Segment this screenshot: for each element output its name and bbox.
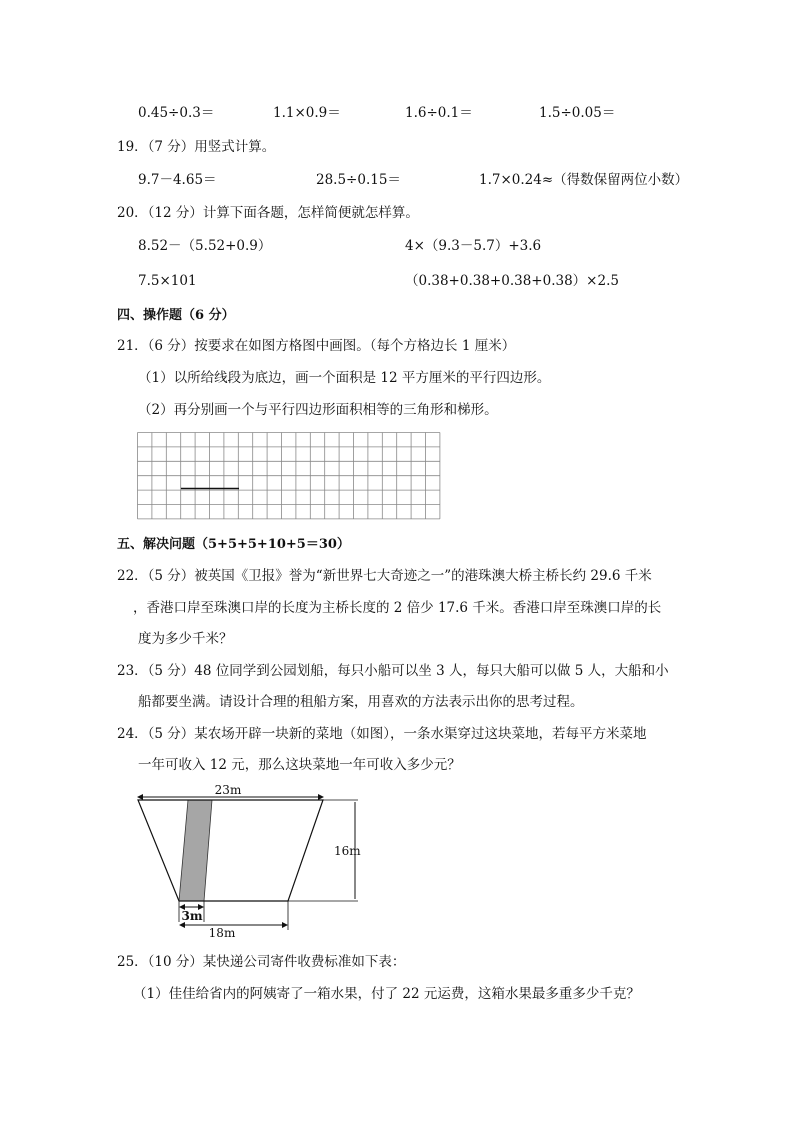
calc-18-1: 0.45÷0.3＝ [138,105,215,121]
label-height: 16m [334,844,361,858]
section-5-heading: 五、解决问题（5+5+5+10+5＝30） [117,537,350,552]
q20-item-2: 4×（9.3－5.7）+3.6 [405,238,542,254]
calc-18-4: 1.5÷0.05＝ [539,105,616,121]
q23-line-2: 船都要坐满。请设计合理的租船方案，用喜欢的方法表示出你的思考过程。 [138,694,584,710]
q21-title: 21．（6 分）按要求在如图方格图中画图。（每个方格边长 1 厘米） [117,338,516,354]
vegetable-field-figure [130,780,362,940]
q24-line-2: 一年可收入 12 元，那么这块菜地一年可收入多少元？ [138,757,461,773]
q25-title: 25．（10 分）某快递公司寄件收费标准如下表： [117,954,406,970]
q20-item-3: 7.5×101 [138,273,197,289]
q22-line-1: 22．（5 分）被英国《卫报》誉为“新世界七大奇迹之一”的港珠澳大桥主桥长约 29.6 千米 [117,568,652,584]
q19-item-2: 28.5÷0.15＝ [316,172,401,188]
q22-line-2: ，香港口岸至珠澳口岸的长度为主桥长度的 2 倍少 17.6 千米。香港口岸至珠澳口岸的长 [133,600,662,616]
q19-item-3: 1.7×0.24≈（得数保留两位小数） [479,172,689,188]
canal [179,800,212,901]
calc-18-2: 1.1×0.9＝ [273,105,341,121]
square-grid [137,432,441,520]
q21-sub1: （1）以所给线段为底边，画一个面积是 12 平方厘米的平行四边形。 [138,370,551,386]
q21-sub2: （2）再分别画一个与平行四边形面积相等的三角形和梯形。 [138,402,498,418]
section-4-heading: 四、操作题（6 分） [117,308,235,323]
q25-sub1: （1）佳佳给省内的阿姨寄了一箱水果，付了 22 元运费，这箱水果最多重多少千克？ [133,986,640,1002]
q23-line-1: 23．（5 分）48 位同学到公园划船，每只小船可以坐 3 人，每只大船可以做 5 人，大船和小 [117,663,669,679]
q22-line-3: 度为多少千米？ [138,631,233,647]
q19-title: 19．（7 分）用竖式计算。 [117,139,276,155]
q24-line-1: 24．（5 分）某农场开辟一块新的菜地（如图），一条水渠穿过这块菜地，若每平方米菜地 [117,726,647,742]
label-top: 23m [214,783,242,797]
label-bottom: 18m [208,926,236,940]
q20-item-4: （0.38+0.38+0.38+0.38）×2.5 [405,273,619,289]
trapezoid-field [138,800,323,901]
q19-item-1: 9.7－4.65＝ [138,172,217,188]
label-canal: 3m [181,909,203,923]
q20-item-1: 8.52－（5.52+0.9） [138,238,272,254]
calc-18-3: 1.6÷0.1＝ [405,105,473,121]
q20-title: 20．（12 分）计算下面各题，怎样简便就怎样算。 [117,205,419,221]
